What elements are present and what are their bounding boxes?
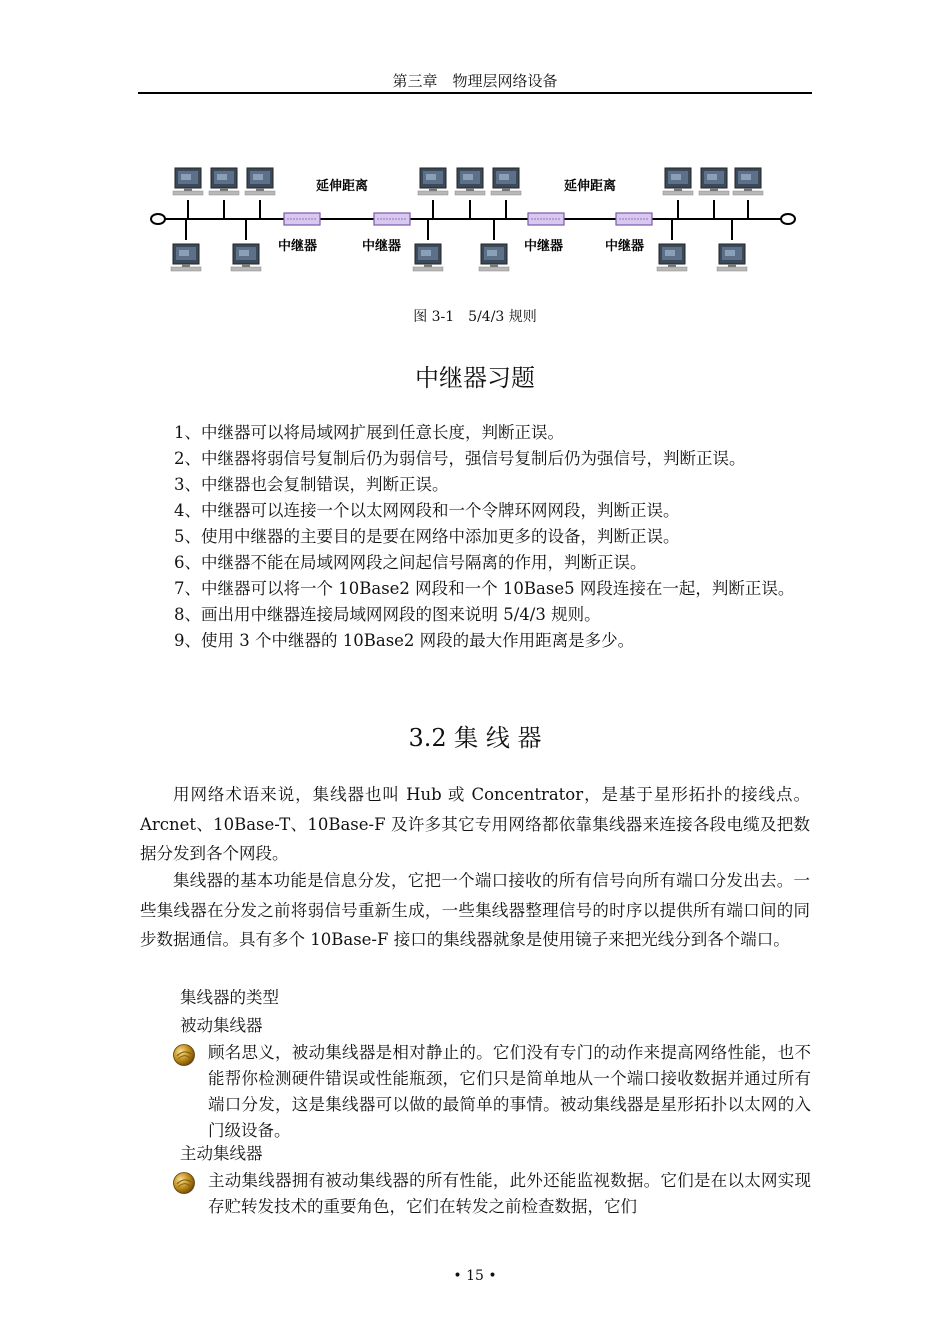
extension-distance-label-1: 延伸距离 [316,179,369,194]
repeater-box-1 [284,213,320,225]
bullet-icon [172,1171,196,1195]
computer-icon [663,168,693,195]
repeater-box-2 [374,213,410,225]
section-heading: 3.2 集 线 器 [408,724,542,752]
figure-5-4-3-rule [148,160,804,285]
hub-types-heading: 集线器的类型 [180,988,279,1007]
exercises-heading: 中继器习题 [415,364,535,392]
repeater-box-4 [616,213,652,225]
computer-icon [245,168,275,195]
repeater-label-1: 中继器 [278,239,318,254]
repeater-box-3 [528,213,564,225]
exercise-item: 8、画出用中继器连接局域网网段的图来说明 5/4/3 规则。 [174,605,601,624]
header-rule [138,92,812,94]
paragraph: 集线器的基本功能是信息分发，它把一个端口接收的所有信号向所有端口分发出去。一些集线器在分发之前将弱信号重新生成，一些集线器整理信号的时序以提供所有端口间的同步数据通信。具有多个 10Base-F 接口的集线器就象是使用镜子来把光线分到各个端口。 [140,871,810,949]
computer-icon [418,168,448,195]
exercise-item: 3、中继器也会复制错误，判断正误。 [174,475,449,494]
computer-icon [733,168,763,195]
terminator-right [781,214,795,224]
computer-icon [413,244,443,271]
exercise-item: 2、中继器将弱信号复制后仍为弱信号，强信号复制后仍为强信号，判断正误。 [174,449,746,468]
computer-icon [173,168,203,195]
extension-distance-label-2: 延伸距离 [564,179,617,194]
computer-icon [717,244,747,271]
exercise-item: 6、中继器不能在局域网网段之间起信号隔离的作用，判断正误。 [174,553,647,572]
computer-icon [171,244,201,271]
exercise-item: 5、使用中继器的主要目的是要在网络中添加更多的设备，判断正误。 [174,527,680,546]
computer-icon [657,244,687,271]
exercise-item: 9、使用 3 个中继器的 10Base2 网段的最大作用距离是多少。 [174,631,635,650]
active-hub-heading: 主动集线器 [180,1144,263,1163]
passive-hub-heading: 被动集线器 [180,1016,263,1035]
bullet-icon [172,1043,196,1067]
computer-icon [479,244,509,271]
repeater-label-2: 中继器 [362,239,402,254]
exercise-list [174,420,810,654]
computer-icon [231,244,261,271]
computer-icon [699,168,729,195]
exercise-item: 7、中继器可以将一个 10Base2 网段和一个 10Base5 网段连接在一起，判断正误。 [174,579,795,598]
running-header: 第三章 物理层网络设备 [392,72,558,90]
exercise-item: 1、中继器可以将局域网扩展到任意长度，判断正误。 [174,423,564,442]
computer-icon [209,168,239,195]
page-number: • 15 • [453,1268,497,1284]
passive-hub-description: 顾名思义，被动集线器是相对静止的。它们没有专门的动作来提高网络性能，也不能帮你检测硬件错误或性能瓶颈，它们只是简单地从一个端口接收数据并通过所有端口分发，这是集线器可以做的最简单的事情。被动集线器是星形拓扑以太网的入门级设备。 [208,1043,811,1140]
repeater-label-3: 中继器 [524,239,564,254]
terminator-left [151,214,165,224]
repeater-label-4: 中继器 [605,239,645,254]
exercise-item: 4、中继器可以连接一个以太网网段和一个令牌环网网段，判断正误。 [174,501,680,520]
computer-icon [455,168,485,195]
computer-icon [491,168,521,195]
active-hub-description: 主动集线器拥有被动集线器的所有性能，此外还能监视数据。它们是在以太网实现存贮转发技术的重要角色，它们在转发之前检查数据，它们 [208,1171,811,1216]
paragraph: 用网络术语来说，集线器也叫 Hub 或 Concentrator，是基于星形拓扑的接线点。Arcnet、10Base-T、10Base-F 及许多其它专用网络都依靠集线器来连接各段电缆及把数据分发到各个网段。 [140,785,810,863]
figure-caption: 图 3-1 5/4/3 规则 [413,309,537,325]
